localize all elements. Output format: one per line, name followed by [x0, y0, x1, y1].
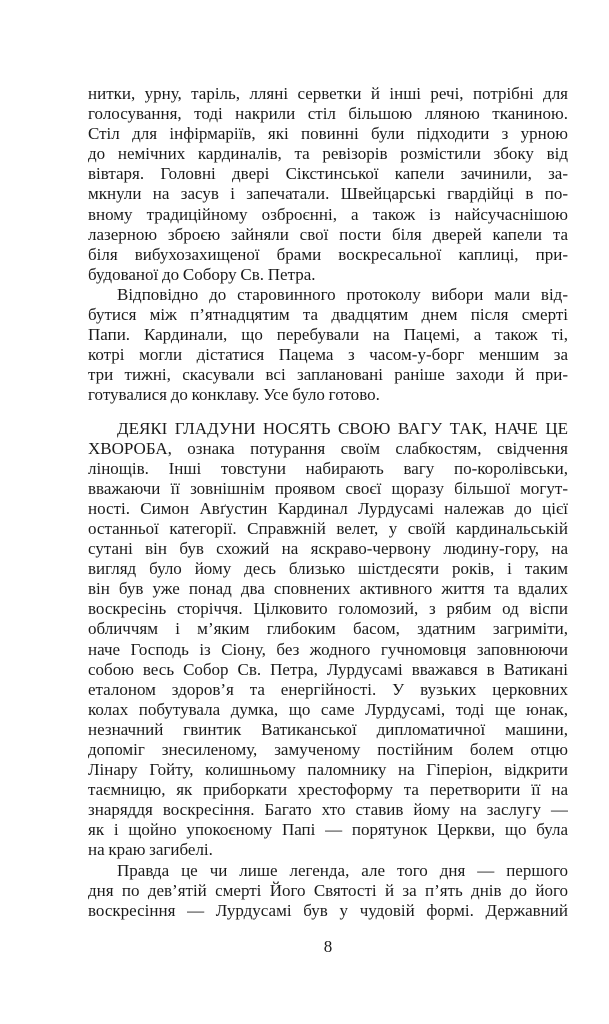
text-line: котрі могли дістатися Пацема з часом-у-борг меншим за: [88, 345, 568, 365]
text-line: до немічних кардиналів, та ревізорів розмістили збоку від: [88, 144, 568, 164]
text-line: готувалися до конклаву. Усе було готово.: [88, 385, 380, 405]
text-line: будованої до Собору Св. Петра.: [88, 264, 316, 284]
text-line: воскресінь сторіччя. Цілковито голомозий, з рябим од віспи: [88, 599, 568, 619]
text-line: Стіл для інфірмаріїв, які повинні були підходити з урною: [88, 124, 568, 144]
text-line: три тижні, скасували всі заплановані раніше заходи й при-: [88, 365, 568, 385]
text-line: на краю загибелі.: [88, 840, 213, 860]
text-line: лінощів. Інші товстуни набирають вагу по-королівськи,: [88, 458, 568, 478]
text-line: біля вибухозахищеної брами воскресальної каплиці, при-: [88, 244, 568, 264]
text-line: допоміг знесиленому, замученому постійним болем отцю: [88, 740, 568, 759]
text-line: нитки, урну, таріль, лляні серветки й інші речі, потрібні для: [88, 84, 568, 103]
text-line: воскресіння — Лурдусамі був у чудовій формі. Державний: [88, 900, 568, 920]
text-line: вважаючи її зовнішнім проявом своєї щоразу більшої могут-: [88, 478, 568, 498]
paragraph: [88, 419, 568, 861]
text-line: останньої категорії. Справжній велет, у своїй кардинальській: [88, 518, 568, 538]
text-line: мкнули на засув і запечатали. Швейцарські гвардійці в по-: [88, 184, 568, 204]
text-line: дня по дев’ятій смерті Його Святості й за п’ять днів до його: [88, 880, 568, 900]
text-line: обличчям і м’яким глибоким басом, здатним загриміти,: [88, 619, 568, 639]
text-line: вному традиційному озброєнні, а також із найсучаснішою: [88, 204, 568, 224]
paragraph: [88, 84, 568, 285]
text-line: Лінару Гойту, колишньому паломнику на Гіперіон, відкрити: [88, 760, 568, 780]
text-line: вівтаря. Головні двері Сікстинської капели зачинили, за-: [88, 164, 568, 184]
text-line: Правда це чи лише легенда, але того дня — першого: [117, 860, 568, 880]
page-text-column: [88, 84, 568, 957]
text-line: ХВОРОБА, ознака потурання своїм слабкостям, свідчення: [88, 438, 568, 458]
text-line: собою весь Собор Св. Петра, Лурдусамі вважався в Ватикані: [88, 659, 568, 679]
text-line: незначний гвинтик Ватиканської дипломатичної машини,: [88, 719, 568, 739]
text-line: таємницю, як приборкати хрестоформу та перетворити її на: [88, 780, 568, 800]
text-line: наче Господь із Сіону, без жодного гучномовця заповнюючи: [88, 639, 568, 659]
text-line: він був уже понад два сповнених активного життя та вдалих: [88, 579, 568, 599]
text-line: ності. Симон Авґустин Кардинал Лурдусамі належав до цієї: [88, 498, 568, 518]
text-line: Папи. Кардинали, що перебували на Пацемі, а також ті,: [88, 325, 568, 345]
text-line: бутися між п’ятнадцятим та двадцятим днем після смерті: [88, 305, 568, 325]
text-line: як і щойно упокоєному Папі — порятунок Церкви, що була: [88, 820, 568, 840]
text-line: знаряддя воскресіння. Багато хто ставив йому на заслугу —: [88, 800, 568, 820]
text-line: ДЕЯКІ ГЛАДУНИ НОСЯТЬ СВОЮ ВАГУ ТАК, НАЧЕ ЦЕ: [117, 418, 568, 438]
text-line: лазерною зброєю зайняли свої пости біля дверей капели та: [88, 224, 568, 244]
paragraph: [88, 861, 568, 921]
text-line: голосування, тоді накрили стіл більшою лляною тканиною.: [88, 104, 568, 124]
text-line: еталоном здоров’я та енергійності. У вузьких церковних: [88, 679, 568, 699]
text-line: вигляд було йому десь близько шістдесяти років, і таким: [88, 559, 568, 579]
text-line: колах побутувала думка, що саме Лурдусамі, тоді ще юнак,: [88, 699, 568, 719]
text-line: сутані він був схожий на яскраво-червону людину-гору, на: [88, 539, 568, 559]
page-number: 8: [323, 936, 333, 956]
text-line: Відповідно до старовинного протоколу вибори мали від-: [117, 284, 568, 304]
paragraph: [88, 285, 568, 406]
